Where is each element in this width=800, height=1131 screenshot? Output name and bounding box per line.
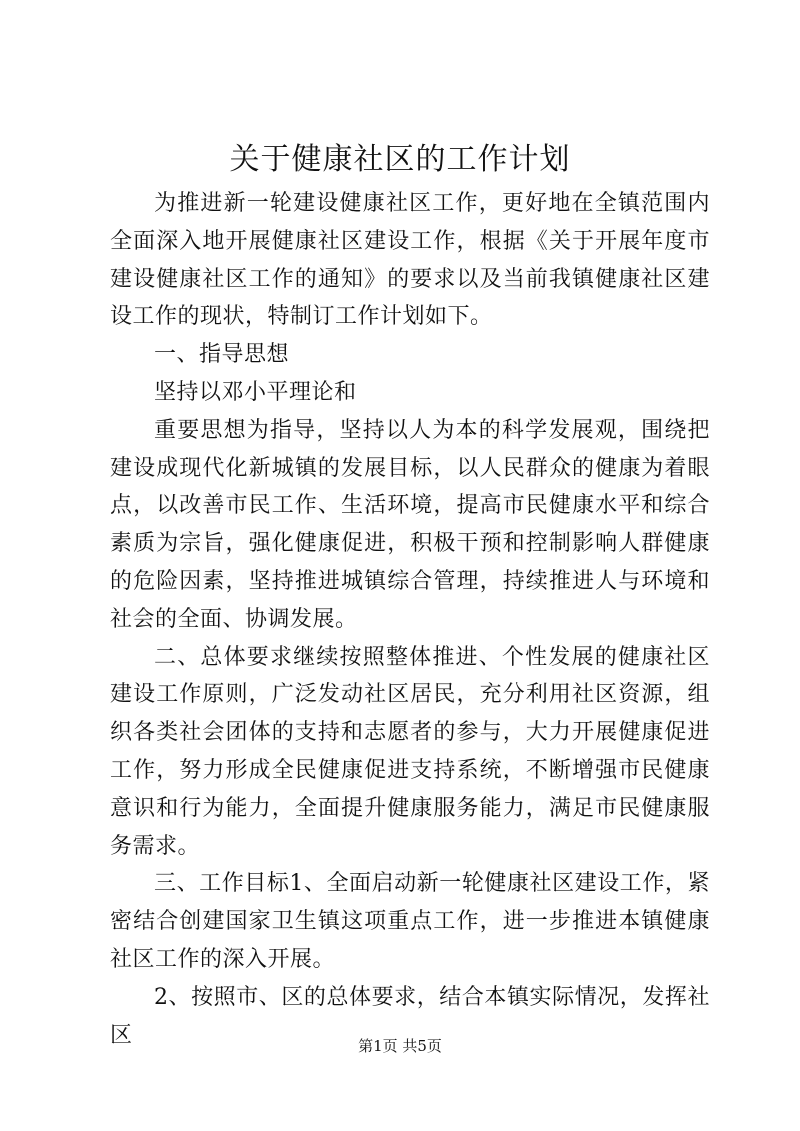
paragraph-intro: 为推进新一轮建设健康社区工作，更好地在全镇范围内全面深入地开展健康社区建设工作，根据《关于开展年度市建设健康社区工作的通知》的要求以及当前我镇健康社区建设工作的现状，特制订工作计划如下。 xyxy=(110,191,710,330)
document-title: 关于健康社区的工作计划 xyxy=(229,142,571,177)
paragraph-work-goals: 三、工作目标1、全面启动新一轮健康社区建设工作，紧密结合创建国家卫生镇这项重点工作，进一步推进本镇健康社区工作的深入开展。 xyxy=(110,871,710,972)
paragraph-adhere: 坚持以邓小平理论和 xyxy=(154,379,357,405)
page-number-footer: 第1页 共5页 xyxy=(358,1037,442,1055)
document-body xyxy=(110,185,710,1054)
paragraph-goal-2: 2、按照市、区的总体要求，结合本镇实际情况，发挥社区 xyxy=(110,984,710,1048)
section-heading-guiding-ideology: 一、指导思想 xyxy=(154,342,290,368)
paragraph-guiding-thought: 重要思想为指导，坚持以人为本的科学发展观，围绕把建设成现代化新城镇的发展目标，以人民群众的健康为着眼点，以改善市民工作、生活环境，提高市民健康水平和综合素质为宗旨，强化健康促进，积极干预和控制影响人群健康的危险因素，坚持推进城镇综合管理，持续推进人与环境和社会的全面、协调发展。 xyxy=(110,417,710,632)
paragraph-general-requirements: 二、总体要求继续按照整体推进、个性发展的健康社区建设工作原则，广泛发动社区居民，充分利用社区资源，组织各类社会团体的支持和志愿者的参与，大力开展健康促进工作，努力形成全民健康促进支持系统，不断增强市民健康意识和行为能力，全面提升健康服务能力，满足市民健康服务需求。 xyxy=(110,644,710,859)
